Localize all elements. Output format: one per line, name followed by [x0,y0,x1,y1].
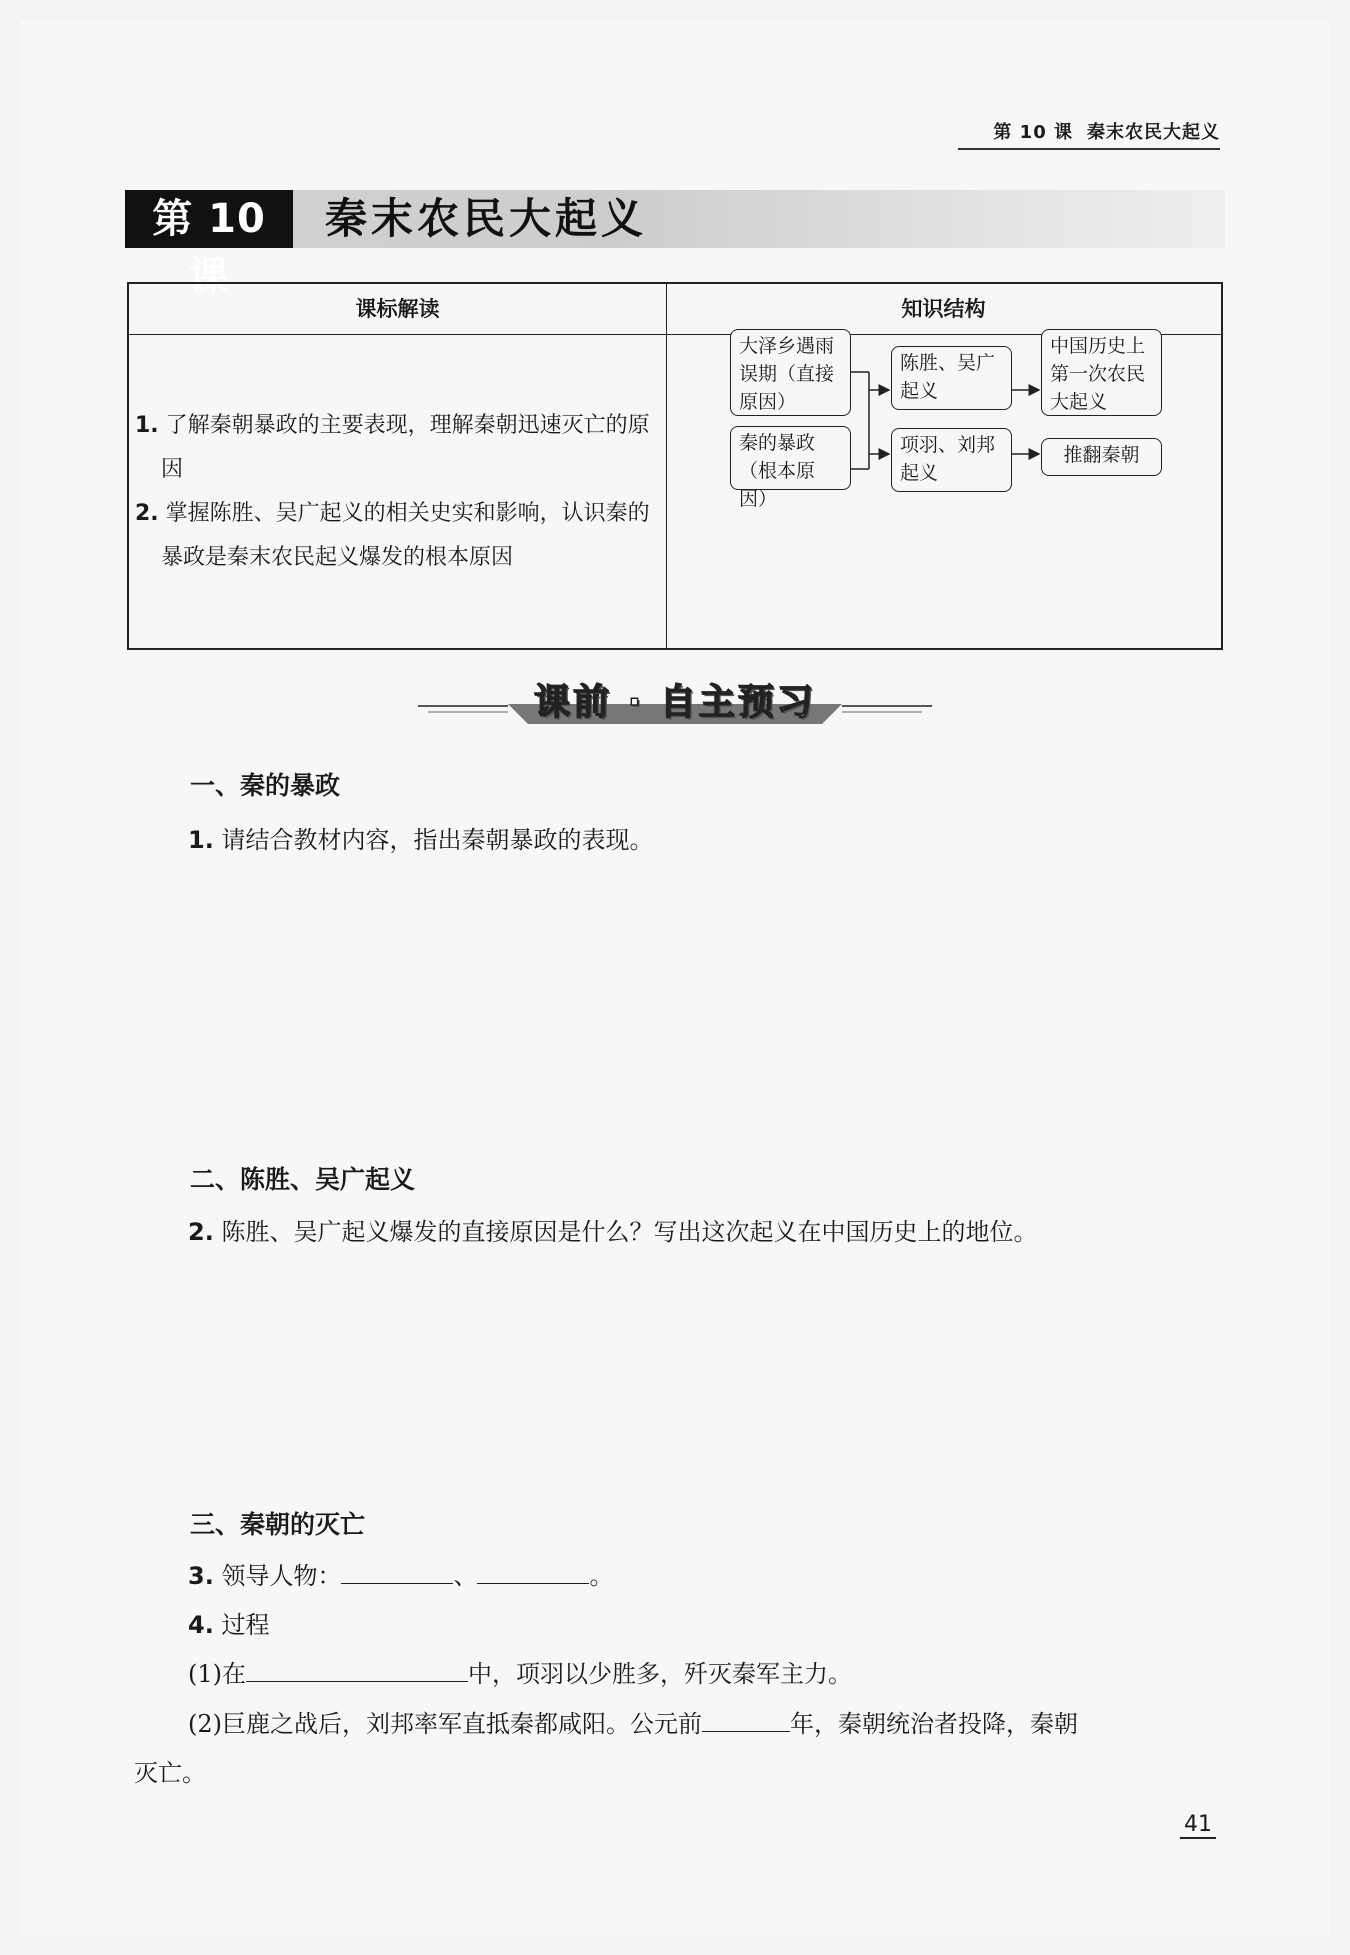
separator: 、 [453,1562,478,1590]
section-heading: 一、秦的暴政 [190,771,341,800]
question-num: 1. [188,826,214,854]
question-text: 陈胜、吴广起义爆发的直接原因是什么？写出这次起义在中国历史上的地位。 [221,1218,1038,1246]
lesson-title-band [125,190,1225,300]
question-label: 领导人物： [221,1562,342,1590]
question-label: 过程 [221,1611,270,1639]
lesson-title: 秦末农民大起义 [325,194,648,243]
running-head-title: 秦末农民大起义 [1087,122,1220,143]
section-heading: 二、陈胜、吴广起义 [190,1165,416,1194]
question-2 [188,1212,1037,1247]
question-4-part-2 [188,1704,1078,1739]
part-text: (1)在 [188,1660,246,1688]
answer-blank[interactable] [702,1709,790,1732]
standard-num: 1. [135,413,159,438]
standard-text: 掌握陈胜、吴广起义的相关史实和影响，认识秦的暴政是秦末农民起义爆发的根本原因 [161,501,650,570]
end-mark: 。 [589,1562,614,1590]
question-num: 4. [188,1611,214,1639]
standard-num: 2. [135,501,159,526]
section-heading: 三、秦朝的灭亡 [190,1510,366,1539]
standard-text: 了解秦朝暴政的主要表现，理解秦朝迅速灭亡的原因 [161,413,650,482]
section-banner [418,672,932,732]
diagram-box-root-cause: 秦的暴政（根本原因） [730,426,851,490]
running-head-lesson: 第 10 课 [993,122,1073,143]
diagram-box-chen-wu-uprising: 陈胜、吴广起义 [891,346,1012,410]
question-3 [188,1556,613,1591]
part-text: 年，秦朝统治者投降，秦朝 [790,1710,1078,1738]
question-text: 请结合教材内容，指出秦朝暴政的表现。 [221,826,654,854]
question-4-part-2-cont: 灭亡。 [134,1759,206,1787]
diagram-box-overthrow-qin: 推翻秦朝 [1041,438,1162,476]
diagram-box-direct-cause: 大泽乡遇雨误期（直接原因） [730,329,851,416]
diagram-box-first-uprising: 中国历史上第一次农民大起义 [1041,329,1162,416]
question-1 [188,820,653,855]
page-number: 41 [1180,1812,1216,1839]
answer-blank[interactable] [477,1561,589,1584]
standards-left-header: 课标解读 [129,284,666,335]
lesson-badge: 第 10 课 [125,190,293,248]
standards-right-header: 知识结构 [666,284,1221,335]
answer-blank[interactable] [246,1659,468,1682]
question-4 [188,1605,269,1640]
question-4-part-1 [188,1654,852,1689]
banner-title: 课前 · 自主预习 [534,682,816,723]
question-num: 3. [188,1562,214,1590]
question-num: 2. [188,1218,214,1246]
running-head [958,118,1220,150]
answer-blank[interactable] [341,1561,453,1584]
standards-table [127,282,1223,650]
part-text: 中，项羽以少胜多，歼灭秦军主力。 [468,1660,852,1688]
part-text: (2)巨鹿之战后，刘邦率军直抵秦都咸阳。公元前 [188,1710,702,1738]
diagram-box-xiang-liu-uprising: 项羽、刘邦起义 [891,428,1012,492]
